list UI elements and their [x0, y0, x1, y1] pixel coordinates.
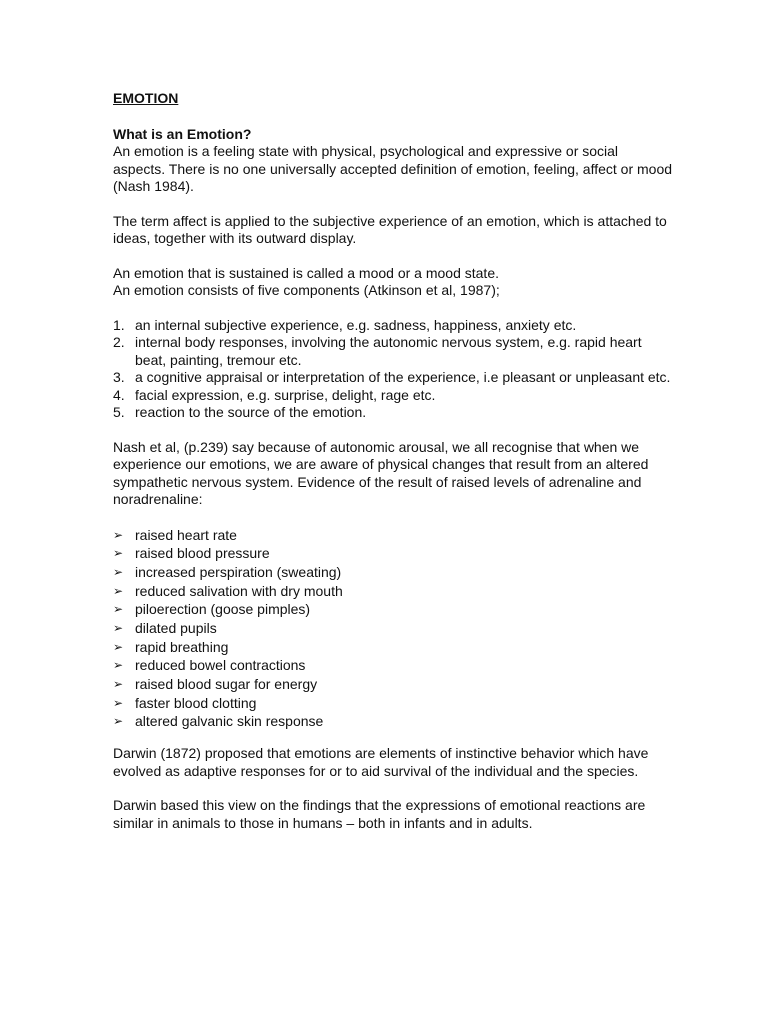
arrow-bullet-icon: ➢: [113, 602, 124, 617]
arrow-bullet-icon: ➢: [113, 546, 124, 561]
arrow-bullet-icon: ➢: [113, 658, 124, 673]
arousal-paragraph: Nash et al, (p.239) say because of autonomic arousal, we all recognise that when we experience our emotions, we are aware of physical changes that result from an altered sympathetic nervous system. Evidence of the result of raised levels of adrenaline and noradrenaline:: [113, 438, 649, 507]
component-number: 4.: [113, 386, 125, 403]
arrow-bullet-icon: ➢: [113, 583, 124, 598]
component-item: [113, 387, 673, 405]
effect-item: [113, 582, 673, 601]
effect-item: [113, 526, 673, 545]
effect-text: reduced bowel contractions: [135, 657, 306, 674]
effect-text: faster blood clotting: [135, 694, 257, 711]
component-item: [113, 404, 673, 422]
component-text: facial expression, e.g. surprise, delight, rage etc.: [135, 386, 436, 403]
component-text: a cognitive appraisal or interpretation of the experience, i.e pleasant or unpleasant etc.: [135, 369, 671, 385]
effect-item: [113, 544, 673, 563]
component-number: 3.: [113, 369, 125, 385]
components-list: [113, 317, 673, 422]
arrow-bullet-icon: ➢: [113, 714, 124, 729]
component-item: [113, 369, 673, 387]
affect-paragraph: The term affect is applied to the subjective experience of an emotion, which is attached to ideas, together with its outward display.: [113, 212, 667, 246]
component-number: 2.: [113, 334, 125, 350]
document-page: [113, 90, 673, 832]
component-item: [113, 317, 673, 335]
component-text: an internal subjective experience, e.g. sadness, happiness, anxiety etc.: [135, 316, 577, 333]
definition-paragraph: An emotion is a feeling state with physical, psychological and expressive or social aspects. There is no one universally accepted definition of emotion, feeling, affect or mood (Nash 1984).: [113, 143, 673, 194]
mood-line: An emotion that is sustained is called a mood or a mood state.: [113, 264, 499, 281]
darwin-basis-paragraph: Darwin based this view on the findings that the expressions of emotional reactions are similar in animals to those in humans – both in infants and in adults.: [113, 797, 646, 831]
arrow-bullet-icon: ➢: [113, 695, 124, 710]
effect-text: altered galvanic skin response: [135, 713, 324, 730]
component-number: 1.: [113, 316, 125, 333]
component-text: internal body responses, involving the autonomic nervous system, e.g. rapid heart beat, painting, tremour etc.: [135, 334, 642, 368]
effect-item: [113, 563, 673, 582]
arrow-bullet-icon: ➢: [113, 620, 124, 635]
effect-item: [113, 600, 673, 619]
arrow-bullet-icon: ➢: [113, 564, 124, 579]
effect-text: increased perspiration (sweating): [135, 563, 342, 580]
effect-item: [113, 656, 673, 675]
effect-text: dilated pupils: [135, 619, 217, 636]
effects-list: [113, 526, 673, 732]
darwin-paragraph: Darwin (1872) proposed that emotions are elements of instinctive behavior which have evolved as adaptive responses for or to aid survival of the individual and the species.: [113, 745, 649, 779]
effect-text: rapid breathing: [135, 638, 229, 655]
effect-text: raised blood sugar for energy: [135, 676, 318, 692]
effect-text: piloerection (goose pimples): [135, 601, 311, 618]
effect-text: reduced salivation with dry mouth: [135, 582, 343, 599]
effect-item: [113, 638, 673, 657]
arrow-bullet-icon: ➢: [113, 639, 124, 654]
component-number: 5.: [113, 404, 125, 420]
component-item: [113, 334, 673, 369]
component-text: reaction to the source of the emotion.: [135, 404, 367, 420]
arrow-bullet-icon: ➢: [113, 527, 124, 542]
effect-item: [113, 619, 673, 638]
section-heading: What is an Emotion?: [113, 125, 252, 142]
components-intro-line: An emotion consists of five components (Atkinson et al, 1987);: [113, 282, 500, 298]
document-title: EMOTION: [113, 90, 179, 106]
effect-item: [113, 712, 673, 731]
effect-item: [113, 675, 673, 694]
effect-text: raised blood pressure: [135, 545, 270, 562]
effect-item: [113, 694, 673, 713]
effect-text: raised heart rate: [135, 526, 237, 543]
arrow-bullet-icon: ➢: [113, 677, 124, 691]
